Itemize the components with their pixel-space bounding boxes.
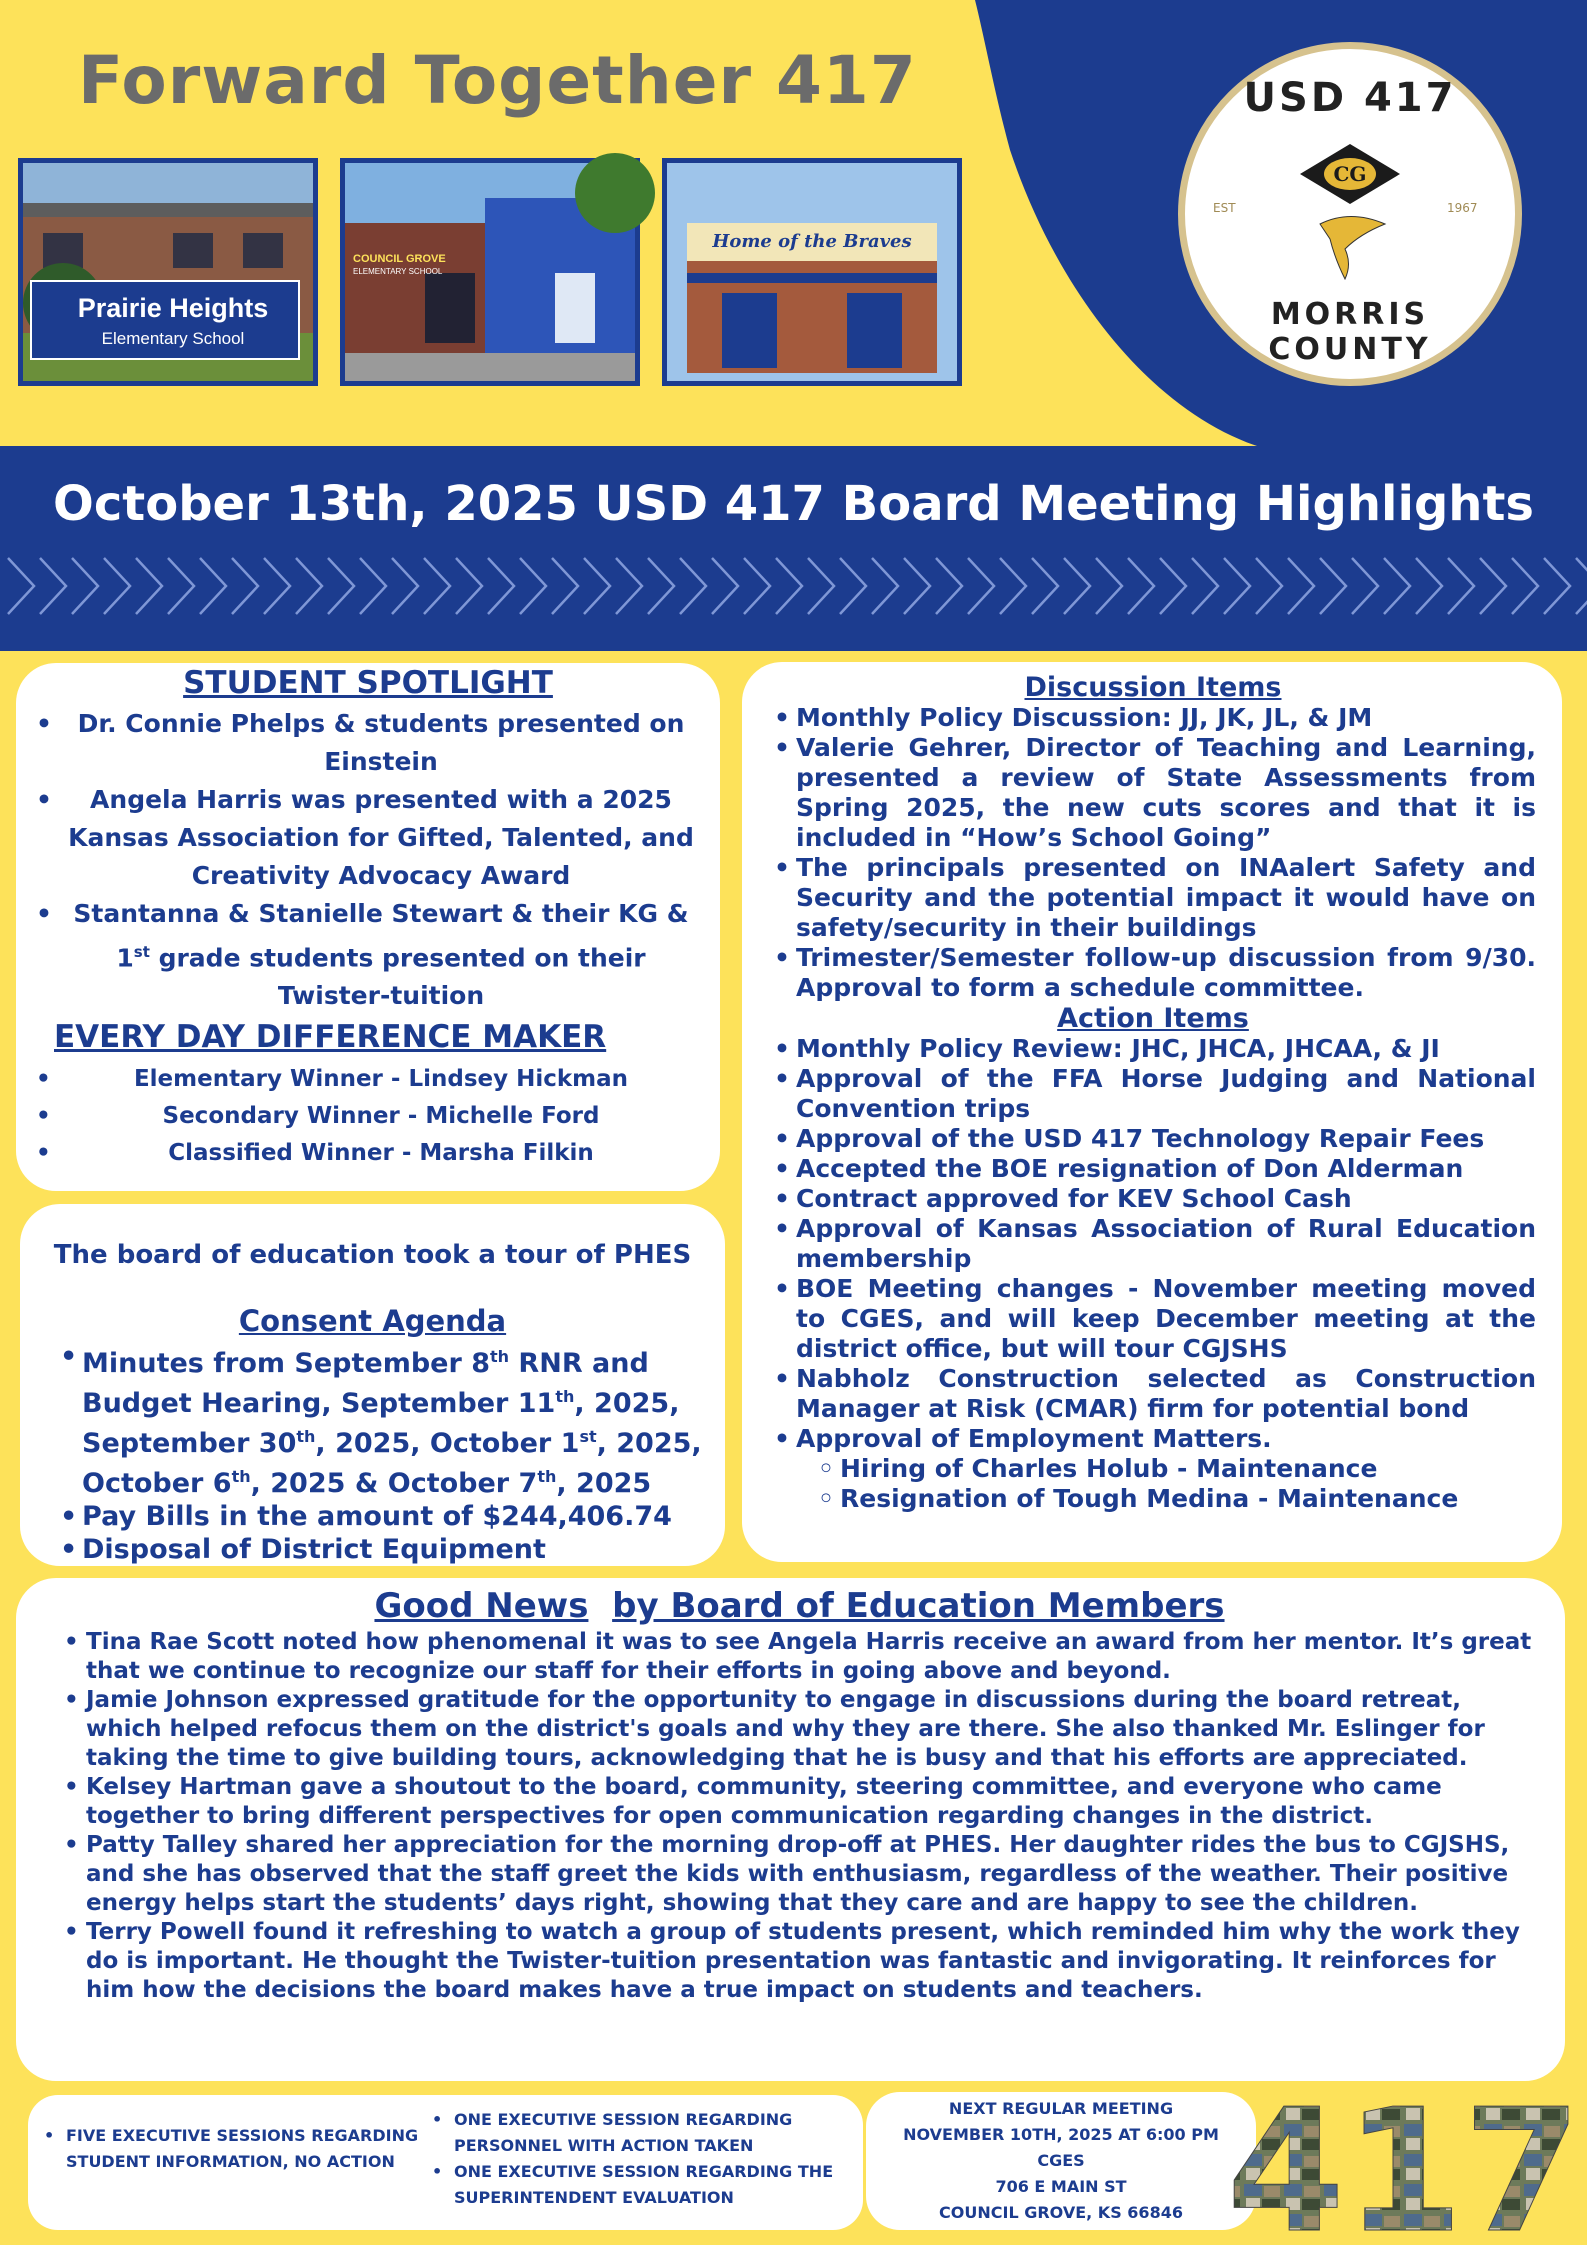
seal-year: 1967 (1447, 201, 1478, 215)
mascot-logo-icon (1290, 139, 1410, 289)
braves-photo (662, 158, 962, 386)
spotlight-card (16, 663, 720, 1191)
executive-item: • ONE EXECUTIVE SESSION REGARDING PERSONNEL WITH ACTION TAKEN (428, 2107, 848, 2159)
chevron-icon (1576, 558, 1587, 614)
chevron-icon (1416, 558, 1442, 614)
chevron-icon (296, 558, 322, 614)
good-news-heading-b: by Board of Education Members (612, 1586, 1225, 1626)
chevron-icon (1320, 558, 1346, 614)
chevron-icon (1384, 558, 1410, 614)
council-grove-sign-sub: ELEMENTARY SCHOOL (353, 267, 443, 276)
spotlight-heading: STUDENT SPOTLIGHT (183, 665, 553, 701)
consent-heading: Consent Agenda (238, 1304, 507, 1338)
executive-item: • ONE EXECUTIVE SESSION REGARDING THE SUPERINTENDENT EVALUATION (428, 2159, 848, 2211)
chevron-icon (360, 558, 386, 614)
braves-sign: Home of the Braves (712, 231, 912, 252)
action-item: • Approval of Employment Matters. (770, 1424, 1536, 1454)
chevron-icon (1288, 558, 1314, 614)
district-seal (1178, 42, 1522, 386)
consent-item: • Pay Bills in the amount of $244,406.74 (56, 1500, 709, 1533)
chevron-icon (328, 558, 354, 614)
council-grove-sign: COUNCIL GROVE (353, 253, 446, 265)
photo-collage-417 (1226, 2073, 1582, 2245)
chevron-icon (8, 558, 34, 614)
chevron-icon (72, 558, 98, 614)
discussion-item: • Monthly Policy Discussion: JJ, JK, JL, & JM (770, 703, 1536, 733)
chevron-icon (392, 558, 418, 614)
chevron-icon (1064, 558, 1090, 614)
chevron-icon (936, 558, 962, 614)
svg-text:CG: CG (1333, 162, 1367, 186)
chevron-icon (136, 558, 162, 614)
chevron-icon (904, 558, 930, 614)
chevron-icon (1224, 558, 1250, 614)
chevron-icon (200, 558, 226, 614)
seal-est: EST (1213, 201, 1236, 215)
action-item: • BOE Meeting changes - November meeting moved to CGES, and will keep December meeting at the district office, but will tour CGJSHS (770, 1274, 1536, 1364)
chevron-icon (168, 558, 194, 614)
action-item: • Approval of Kansas Association of Rural Education membership (770, 1214, 1536, 1274)
spotlight-item: • Angela Harris was presented with a 2025 Kansas Association for Gifted, Talented, and Creativity Advocacy Award (32, 781, 704, 895)
chevron-icon (776, 558, 802, 614)
chevron-icon (744, 558, 770, 614)
chevron-icon (1352, 558, 1378, 614)
executive-sessions-card (28, 2095, 863, 2230)
chevron-icon (264, 558, 290, 614)
chevron-icon (520, 558, 546, 614)
action-subitem: ◦ Hiring of Charles Holub - Maintenance (770, 1454, 1536, 1484)
discussion-heading: Discussion Items (1024, 672, 1282, 703)
chevron-icon (712, 558, 738, 614)
chevron-icon (104, 558, 130, 614)
next-meeting-line: NEXT REGULAR MEETING (948, 2099, 1174, 2118)
chevron-icon (808, 558, 834, 614)
good-news-heading-a: Good News (374, 1586, 589, 1626)
action-item: • Accepted the BOE resignation of Don Alderman (770, 1154, 1536, 1184)
seal-bottom-text: MORRIS COUNTY (1268, 297, 1432, 367)
page-title: Forward Together 417 (78, 42, 917, 119)
next-meeting-line: NOVEMBER 10TH, 2025 AT 6:00 PM (903, 2125, 1219, 2144)
action-item: • Approval of the USD 417 Technology Repair Fees (770, 1124, 1536, 1154)
prairie-heights-caption: Prairie Heights (77, 293, 269, 323)
discussion-action-card (742, 662, 1562, 1562)
good-news-item: • Patty Talley shared her appreciation for the morning drop-off at PHES. Her daughter rides the bus to CGJSHS, and she has observed that the staff greet the kids with enthusiasm, regardless of the weather. Their positive energy helps start the students’ days right, showing that they care and are happy to see the children. (60, 1831, 1539, 1918)
prairie-heights-photo (18, 158, 318, 386)
spotlight-item: • Stantanna & Stanielle Stewart & their KG & 1st grade students presented on their Twister-tuition (32, 895, 704, 1015)
chevron-icon (1160, 558, 1186, 614)
chevron-icon (1256, 558, 1282, 614)
spotlight-item: • Dr. Connie Phelps & students presented on Einstein (32, 705, 704, 781)
consent-item-minutes: • Minutes from September 8th RNR and Budget Hearing, September 11th, 2025, September 30th, 2025, October 1st, 2025, October 6th, 2025 & October 7th, 2025 (56, 1340, 709, 1500)
chevron-icon (1544, 558, 1570, 614)
difference-maker-item: • Secondary Winner - Michelle Ford (32, 1098, 704, 1135)
chevron-icon (1448, 558, 1474, 614)
difference-maker-item: • Elementary Winner - Lindsey Hickman (32, 1061, 704, 1098)
executive-item: • FIVE EXECUTIVE SESSIONS REGARDING STUDENT INFORMATION, NO ACTION (40, 2123, 460, 2175)
action-item: • Contract approved for KEV School Cash (770, 1184, 1536, 1214)
good-news-heading (60, 1586, 1539, 1626)
chevron-icon (584, 558, 610, 614)
next-meeting-line: COUNCIL GROVE, KS 66846 (939, 2203, 1183, 2222)
chevron-icon (232, 558, 258, 614)
chevron-icon (616, 558, 642, 614)
collage-number: 417 (1226, 2073, 1582, 2245)
tour-text: The board of education took a tour of PHES (53, 1240, 692, 1270)
chevron-icon (680, 558, 706, 614)
discussion-item: • Trimester/Semester follow-up discussion from 9/30. Approval to form a schedule committee. (770, 943, 1536, 1003)
chevron-icon (552, 558, 578, 614)
chevron-icon (648, 558, 674, 614)
chevron-icon (1128, 558, 1154, 614)
next-meeting-card (866, 2092, 1256, 2230)
chevron-icon (1512, 558, 1538, 614)
chevron-icon (968, 558, 994, 614)
action-heading: Action Items (1057, 1003, 1249, 1034)
action-subitem: ◦ Resignation of Tough Medina - Maintenance (770, 1484, 1536, 1514)
chevron-icon (488, 558, 514, 614)
discussion-item: • The principals presented on INAalert Safety and Security and the potential impact it would have on safety/security in their buildings (770, 853, 1536, 943)
seal-top-text: USD 417 (1243, 75, 1457, 121)
banner-title: October 13th, 2025 USD 417 Board Meeting Highlights (53, 476, 1534, 532)
next-meeting-line: CGES (1037, 2151, 1085, 2170)
good-news-item: • Tina Rae Scott noted how phenomenal it was to see Angela Harris receive an award from her mentor. It’s great that we continue to recognize our staff for their efforts in going above and beyond. (60, 1628, 1539, 1686)
council-grove-photo (340, 158, 640, 386)
chevron-icon (840, 558, 866, 614)
difference-maker-item: • Classified Winner - Marsha Filkin (32, 1135, 704, 1172)
good-news-item: • Jamie Johnson expressed gratitude for the opportunity to engage in discussions during the board retreat, which helped refocus them on the district's goals and why they are there. She also thanked Mr. Eslinger for taking the time to give building tours, acknowledging that he is busy and that his efforts are appreciated. (60, 1686, 1539, 1773)
prairie-heights-subcaption: Elementary School (101, 329, 245, 348)
chevron-pattern-icon (0, 546, 1587, 626)
next-meeting-line: 706 E MAIN ST (995, 2177, 1127, 2196)
consent-item: • Disposal of District Equipment (56, 1533, 709, 1566)
chevron-icon (1000, 558, 1026, 614)
discussion-item: • Valerie Gehrer, Director of Teaching and Learning, presented a review of State Assessments from Spring 2025, the new cuts scores and that it is included in “How’s School Going” (770, 733, 1536, 853)
action-item: • Monthly Policy Review: JHC, JHCA, JHCAA, & JI (770, 1034, 1536, 1064)
chevron-icon (1480, 558, 1506, 614)
consent-card (20, 1204, 725, 1566)
chevron-icon (424, 558, 450, 614)
action-item: • Nabholz Construction selected as Construction Manager at Risk (CMAR) firm for potential bond (770, 1364, 1536, 1424)
chevron-icon (40, 558, 66, 614)
difference-maker-heading: EVERY DAY DIFFERENCE MAKER (54, 1019, 607, 1056)
good-news-card (16, 1578, 1565, 2081)
chevron-icon (872, 558, 898, 614)
action-item: • Approval of the FFA Horse Judging and National Convention trips (770, 1064, 1536, 1124)
good-news-item: • Terry Powell found it refreshing to watch a group of students present, which reminded him why the work they do is important. He thought the Twister-tuition presentation was fantastic and invigorating. It reinforces for him how the decisions the board makes have a true impact on students and teachers. (60, 1918, 1539, 2005)
chevron-icon (1096, 558, 1122, 614)
chevron-icon (1032, 558, 1058, 614)
chevron-icon (456, 558, 482, 614)
meeting-banner (0, 446, 1587, 651)
chevron-icon (1192, 558, 1218, 614)
good-news-item: • Kelsey Hartman gave a shoutout to the board, community, steering committee, and everyone who came together to bring different perspectives for open communication regarding changes in the district. (60, 1773, 1539, 1831)
